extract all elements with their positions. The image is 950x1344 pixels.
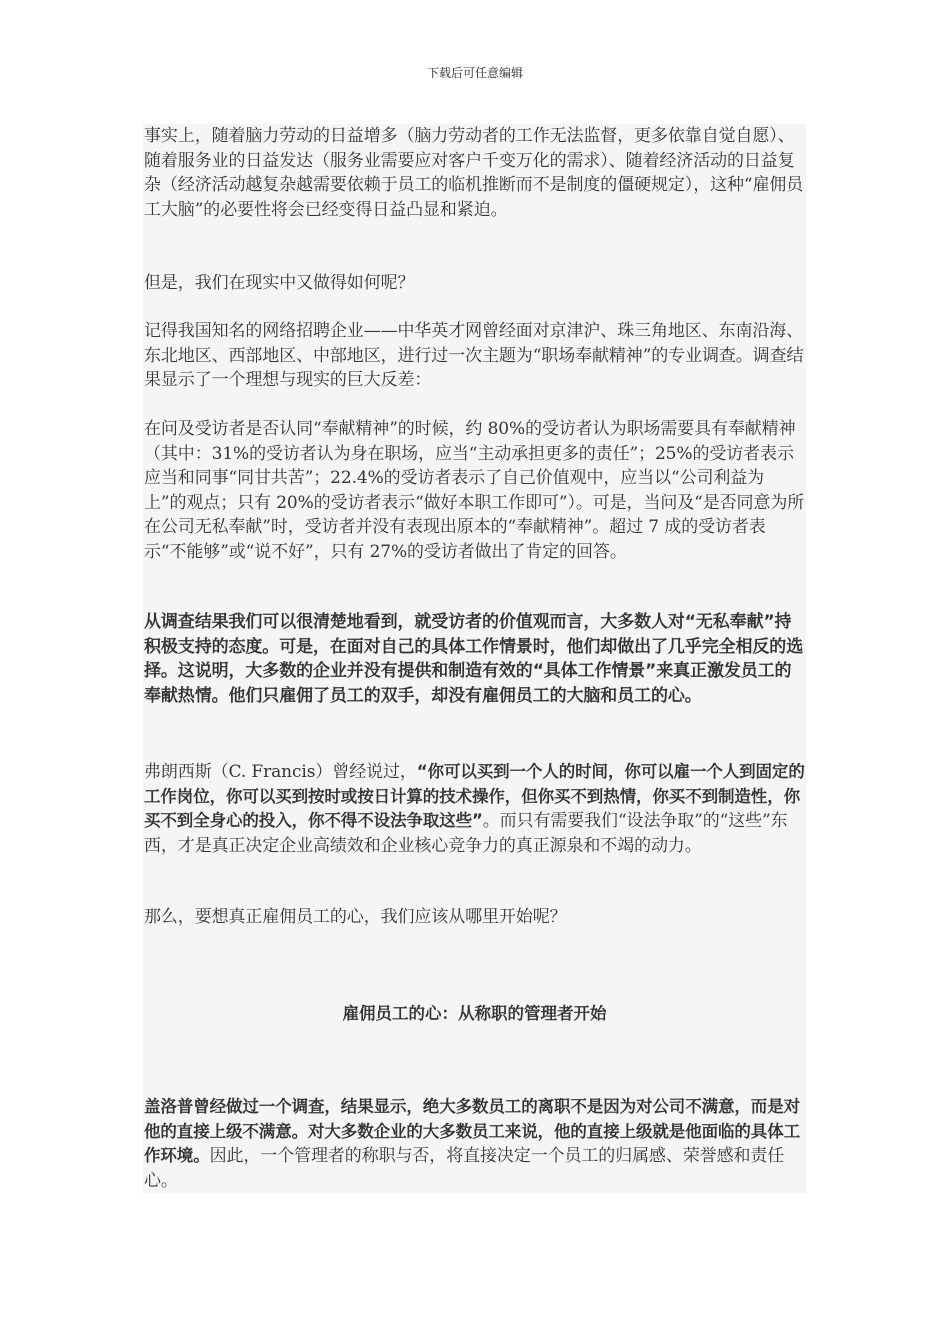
paragraph-8-rest: 因此，一个管理者的称职与否，将直接决定一个员工的归属感、荣誉感和责任心。 [144,1146,785,1191]
paragraph-3: 记得我国知名的网络招聘企业——中华英才网曾经面对京津沪、珠三角地区、东南沿海、东北地区、西部地区、中部地区，进行过一次主题为“职场奉献精神”的专业调查。调查结果显示了一个理想与现实的巨大反差： [144,321,804,390]
paragraph-6-rest: 。而只有需要我们“设法争取”的“这些”东西，才是真正决定企业高绩效和企业核心竞争力的真正源泉和不竭的动力。 [144,811,788,856]
section-heading: 雇佣员工的心：从称职的管理者开始 [342,1004,607,1023]
paragraph-4: 在问及受访者是否认同“奉献精神”的时候，约 80%的受访者认为职场需要具有奉献精神（其中：31%的受访者认为身在职场，应当“主动承担更多的责任”；25%的受访者表示应当和同事“同甘共苦”；22.4%的受访者表示了自己价值观中，应当以“公司利益为上”的观点；只有 20%的受访者表示“做好本职工作即可”）。可是，当问及“是否同意为所在公司无私奉献”时，受访者并没有表现出原本的“奉献精神”。超过 7 成的受访者表示“不能够”或“说不好”，只有 27%的受访者做出了肯定的回答。 [144,419,805,562]
paragraph-8-bold: 盖洛普曾经做过一个调查，结果显示，绝大多数员工的离职不是因为对公司不满意，而是对他的直接上级不满意。对大多数企业的大多数员工来说，他的直接上级就是他面临的具体工作环境。 [144,1097,801,1165]
paragraph-7: 那么，要想真正雇佣员工的心，我们应该从哪里开始呢？ [144,907,567,927]
document-body [143,124,806,1193]
paragraph-2: 但是，我们在现实中又做得如何呢？ [144,273,415,293]
paragraph-6 [144,760,806,858]
paragraph-1: 事实上，随着脑力劳动的日益增多（脑力劳动者的工作无法监督，更多依靠自觉自愿）、随着服务业的日益发达（服务业需要应对客户千变万化的需求）、随着经济活动的日益复杂（经济活动越复杂越需要依赖于员工的临机推断而不是制度的僵硬规定），这种“雇佣员工大脑”的必要性将会已经变得日益凸显和紧迫。 [144,126,804,220]
paragraph-8 [144,1095,806,1193]
paragraph-5-bold: 从调查结果我们可以很清楚地看到，就受访者的价值观而言，大多数人对“无私奉献”持积极支持的态度。可是，在面对自己的具体工作情景时，他们却做出了几乎完全相反的选择。这说明，大多数的企业并没有提供和制造有效的“具体工作情景”来真正激发员工的奉献热情。他们只雇佣了员工的双手，却没有雇佣员工的大脑和员工的心。 [144,612,804,706]
paragraph-6-intro: 弗朗西斯（C. Francis）曾经说过， [144,762,417,782]
paragraph-6-quote: “你可以买到一个人的时间，你可以雇一个人到固定的工作岗位，你可以买到按时或按日计算的技术操作，但你买不到热情，你买不到制造性，你买不到全身心的投入，你不得不设法争取这些” [144,762,805,830]
page-header: 下载后可任意编辑 [426,66,523,80]
